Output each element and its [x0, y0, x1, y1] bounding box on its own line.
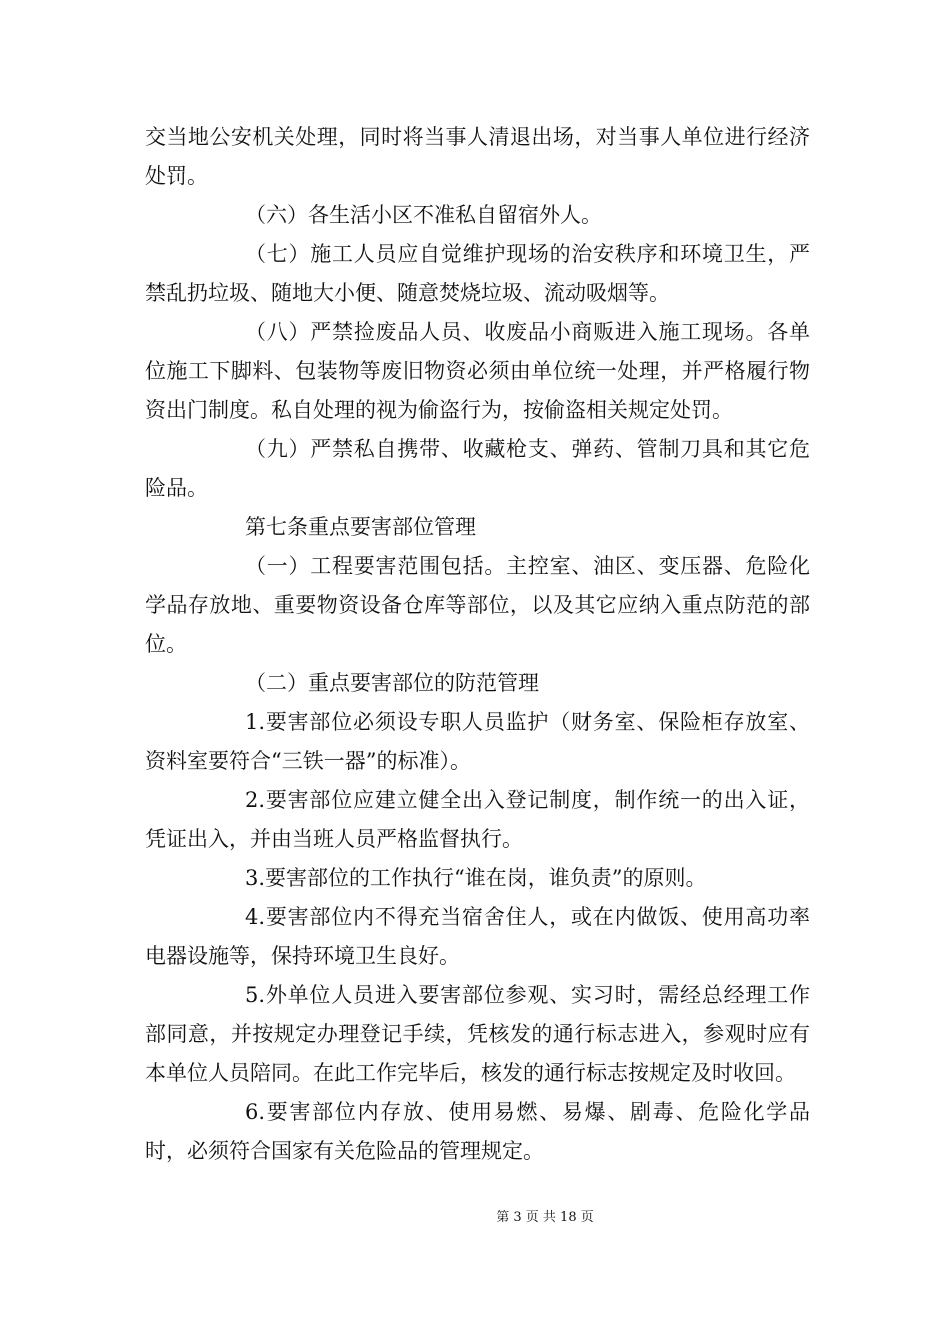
paragraph: （九）严禁私自携带、收藏枪支、弹药、管制刀具和其它危险品。 — [145, 437, 810, 500]
page-number: 第 3 页 共 18 页 — [496, 1210, 594, 1225]
paragraph: （七）施工人员应自觉维护现场的治安秩序和环境卫生，严禁乱扔垃圾、随地大小便、随意焚烧垃圾、流动吸烟等。 — [145, 242, 810, 305]
paragraph: （六）各生活小区不准私自留宿外人。 — [245, 203, 602, 227]
list-item: 5.外单位人员进入要害部位参观、实习时，需经总经理工作部同意，并按规定办理登记手续，凭核发的通行标志进入，参观时应有本单位人员陪同。在此工作完毕后，核发的通行标志按规定及时收回。 — [145, 983, 810, 1085]
list-item: 4.要害部位内不得充当宿舍住人，或在内做饭、使用高功率电器设施等，保持环境卫生良好。 — [145, 905, 810, 968]
paragraph: （一）工程要害范围包括。主控室、油区、变压器、危险化学品存放地、重要物资设备仓库等部位，以及其它应纳入重点防范的部位。 — [145, 554, 810, 656]
list-item: 1.要害部位必须设专职人员监护（财务室、保险柜存放室、资料室要符合“三铁一器”的标准）。 — [145, 710, 810, 773]
paragraph: 交当地公安机关处理，同时将当事人清退出场，对当事人单位进行经济处罚。 — [145, 125, 810, 188]
paragraph: （八）严禁捡废品人员、收废品小商贩进入施工现场。各单位施工下脚料、包装物等废旧物资必须由单位统一处理，并严格履行物资出门制度。私自处理的视为偷盗行为，按偷盗相关规定处罚。 — [145, 320, 810, 422]
section-heading: 第七条重点要害部位管理 — [245, 515, 476, 539]
page-footer — [0, 1206, 950, 1225]
list-item: 2.要害部位应建立健全出入登记制度，制作统一的出入证，凭证出入，并由当班人员严格监督执行。 — [145, 788, 810, 851]
list-item: 3.要害部位的工作执行“谁在岗，谁负责”的原则。 — [245, 866, 707, 890]
paragraph: （二）重点要害部位的防范管理 — [245, 671, 539, 695]
list-item: 6.要害部位内存放、使用易燃、易爆、剧毒、危险化学品时，必须符合国家有关危险品的管理规定。 — [145, 1100, 810, 1163]
document-body — [145, 118, 810, 1171]
